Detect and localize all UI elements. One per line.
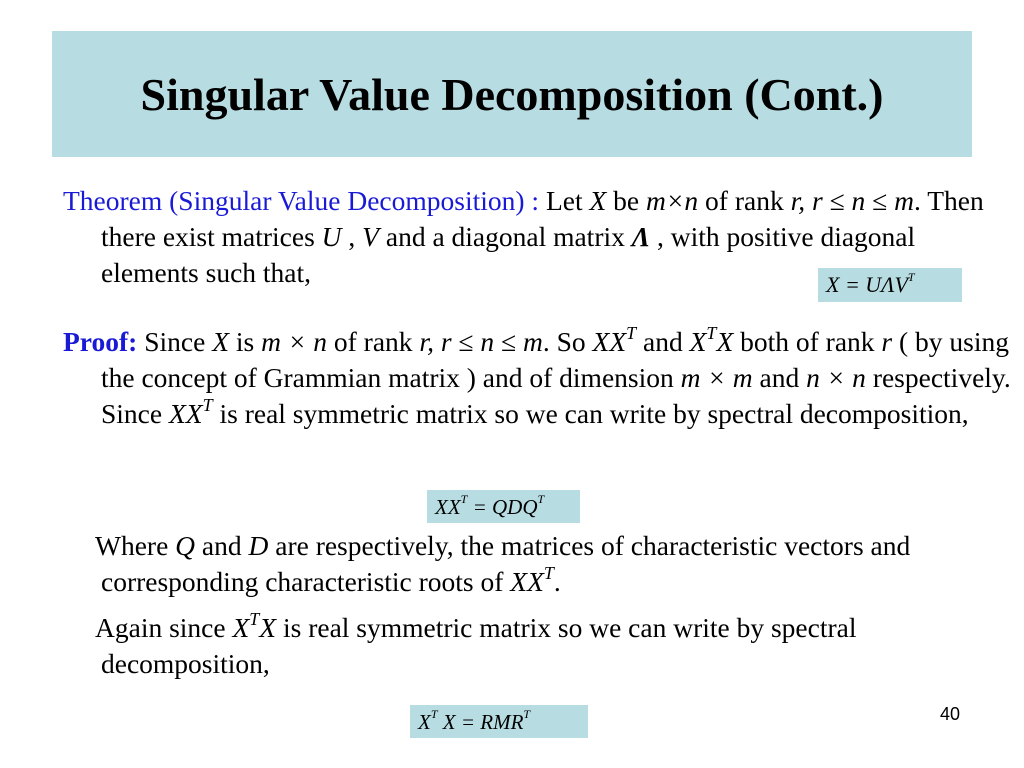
var-x: X <box>589 185 607 216</box>
leq-symbol: ≤ <box>451 326 481 357</box>
var-xx: XX <box>168 398 203 429</box>
eq-lhs: X <box>437 710 456 734</box>
again-text: Again since <box>95 612 233 643</box>
proof-text: is real symmetric matrix so we can write by spectral decomposition, <box>212 398 969 429</box>
title-banner <box>52 31 972 157</box>
eq-lhs: X <box>418 710 431 734</box>
theorem-text: of rank <box>698 185 791 216</box>
transpose-sup: T <box>543 563 554 583</box>
proof-label: Proof: <box>63 326 138 357</box>
proof-text: . So <box>542 326 593 357</box>
transpose-sup: T <box>202 395 213 415</box>
var-xx: XX <box>592 326 627 357</box>
transpose-sup: T <box>706 323 717 343</box>
where-text: Where <box>95 530 176 561</box>
var-xx: XX <box>510 566 544 597</box>
leq-symbol: ≤ <box>494 326 523 357</box>
theorem-text: . Then there exist matrices <box>101 185 984 252</box>
proof-text: is <box>229 326 262 357</box>
theorem-text: and a diagonal matrix <box>378 221 632 252</box>
var-x: X <box>212 326 229 357</box>
proof-text: respectively. Since <box>101 362 1011 429</box>
dimension-nxn: n × n <box>806 362 866 393</box>
var-n: n <box>851 185 866 216</box>
var-u: U <box>321 221 342 252</box>
var-r: r <box>881 326 893 357</box>
var-x: X <box>232 612 250 643</box>
theorem-text: , <box>341 221 363 252</box>
transpose-sup: T <box>907 270 915 284</box>
again-paragraph <box>63 610 1013 682</box>
var-r: r, r <box>790 185 823 216</box>
proof-text: Since <box>137 326 213 357</box>
transpose-sup: T <box>523 707 531 721</box>
transpose-sup: T <box>626 323 637 343</box>
theorem-text: be <box>606 185 646 216</box>
proof-text: both of rank <box>733 326 882 357</box>
again-text: is real symmetric matrix so we can write by spectral decomposition, <box>101 612 857 679</box>
svd-equation <box>818 268 962 302</box>
var-x: X <box>259 612 277 643</box>
proof-text: and <box>752 362 807 393</box>
eq-rhs: = RMR <box>460 710 524 734</box>
leq-symbol: ≤ <box>822 185 852 216</box>
var-x: X <box>716 326 734 357</box>
eq-rhs: = UΛV <box>844 272 908 297</box>
var-q: Q <box>175 530 196 561</box>
eq-lhs: XX <box>435 495 461 519</box>
var-lambda: Λ <box>631 221 651 252</box>
where-text: and <box>195 530 249 561</box>
proof-paragraph <box>63 324 1013 432</box>
eq-lhs: X <box>826 272 840 297</box>
dimension-mxm: m × m <box>680 362 753 393</box>
proof-text: of rank <box>327 326 420 357</box>
var-m: m <box>894 185 914 216</box>
theorem-label: Theorem (Singular Value Decomposition) : <box>63 185 540 216</box>
proof-text: ( by using the concept of Grammian matrix ) and of dimension <box>101 326 1009 393</box>
eq-rhs: = QDQ <box>472 495 538 519</box>
leq-symbol: ≤ <box>865 185 895 216</box>
transpose-sup: T <box>430 707 438 721</box>
slide-title: Singular Value Decomposition (Cont.) <box>140 68 884 120</box>
dimension-mxn: m×n <box>646 185 699 216</box>
transpose-sup: T <box>460 492 468 506</box>
var-r: r, r <box>419 326 452 357</box>
proof-text: and <box>636 326 690 357</box>
var-v: V <box>362 221 379 252</box>
where-paragraph <box>63 528 1013 600</box>
theorem-text: , with positive diagonal elements such that, <box>101 221 916 288</box>
dimension-mxn: m × n <box>261 326 328 357</box>
page-number: 40 <box>940 704 961 724</box>
var-n: n <box>480 326 495 357</box>
theorem-text: Let <box>539 185 590 216</box>
var-x: X <box>689 326 707 357</box>
var-m: m <box>522 326 543 357</box>
where-text: . <box>553 566 561 597</box>
where-text: are respectively, the matrices of characteristic vectors and corresponding characteristic roots of <box>101 530 911 597</box>
transpose-sup: T <box>249 609 260 629</box>
var-d: D <box>248 530 269 561</box>
spectral-equation-xxt <box>427 490 580 523</box>
transpose-sup: T <box>537 492 545 506</box>
spectral-equation-xtx <box>410 705 588 738</box>
